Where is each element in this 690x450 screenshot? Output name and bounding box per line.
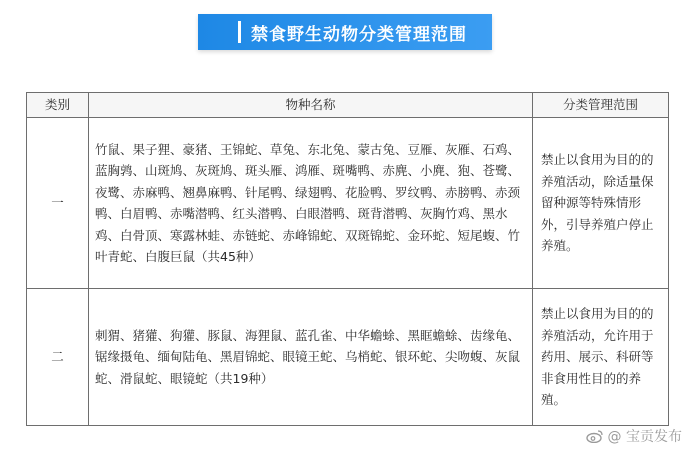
species-cell: 刺猬、猪獾、狗獾、豚鼠、海狸鼠、蓝孔雀、中华蟾蜍、黑眶蟾蜍、齿缘龟、锯缘摄龟、缅甸陆龟、黑眉锦蛇、眼镜王蛇、乌梢蛇、银环蛇、尖吻蝮、灰鼠蛇、滑鼠蛇、眼镜蛇（共19种） (89, 289, 533, 426)
weibo-icon (586, 429, 604, 443)
scope-cell: 禁止以食用为目的的养殖活动，允许用于药用、展示、科研等非食用性目的的养殖。 (533, 289, 669, 426)
scope-cell: 禁止以食用为目的的养殖活动，除适量保留种源等特殊情形外，引导养殖户停止养殖。 (533, 118, 669, 289)
header-category: 类别 (27, 93, 89, 118)
header-species: 物种名称 (89, 93, 533, 118)
watermark-text: @ 宝贡发布 (607, 429, 682, 445)
table-header-row (27, 93, 669, 118)
category-cell: 一 (27, 118, 89, 289)
page-title: 禁食野生动物分类管理范围 (251, 24, 467, 45)
title-banner (198, 14, 492, 50)
management-scope-table (26, 92, 669, 426)
species-cell: 竹鼠、果子狸、豪猪、王锦蛇、草兔、东北兔、蒙古兔、豆雁、灰雁、石鸡、蓝胸鹑、山斑鸠、灰斑鸠、斑头雁、鸿雁、斑嘴鸭、赤麂、小麂、狍、苍鹭、夜鹭、赤麻鸭、翘鼻麻鸭、针尾鸭、绿翅鸭、花脸鸭、罗纹鸭、赤膀鸭、赤颈鸭、白眉鸭、赤嘴潜鸭、红头潜鸭、白眼潜鸭、斑背潜鸭、灰胸竹鸡、黑水鸡、白骨顶、寒露林蛙、赤链蛇、赤峰锦蛇、双斑锦蛇、金环蛇、短尾蝮、竹叶青蛇、白腹巨鼠（共45种） (89, 118, 533, 289)
table-row (27, 118, 669, 289)
title-accent-bar (238, 21, 241, 43)
category-cell: 二 (27, 289, 89, 426)
watermark (586, 426, 682, 446)
header-scope: 分类管理范围 (533, 93, 669, 118)
table-row (27, 289, 669, 426)
